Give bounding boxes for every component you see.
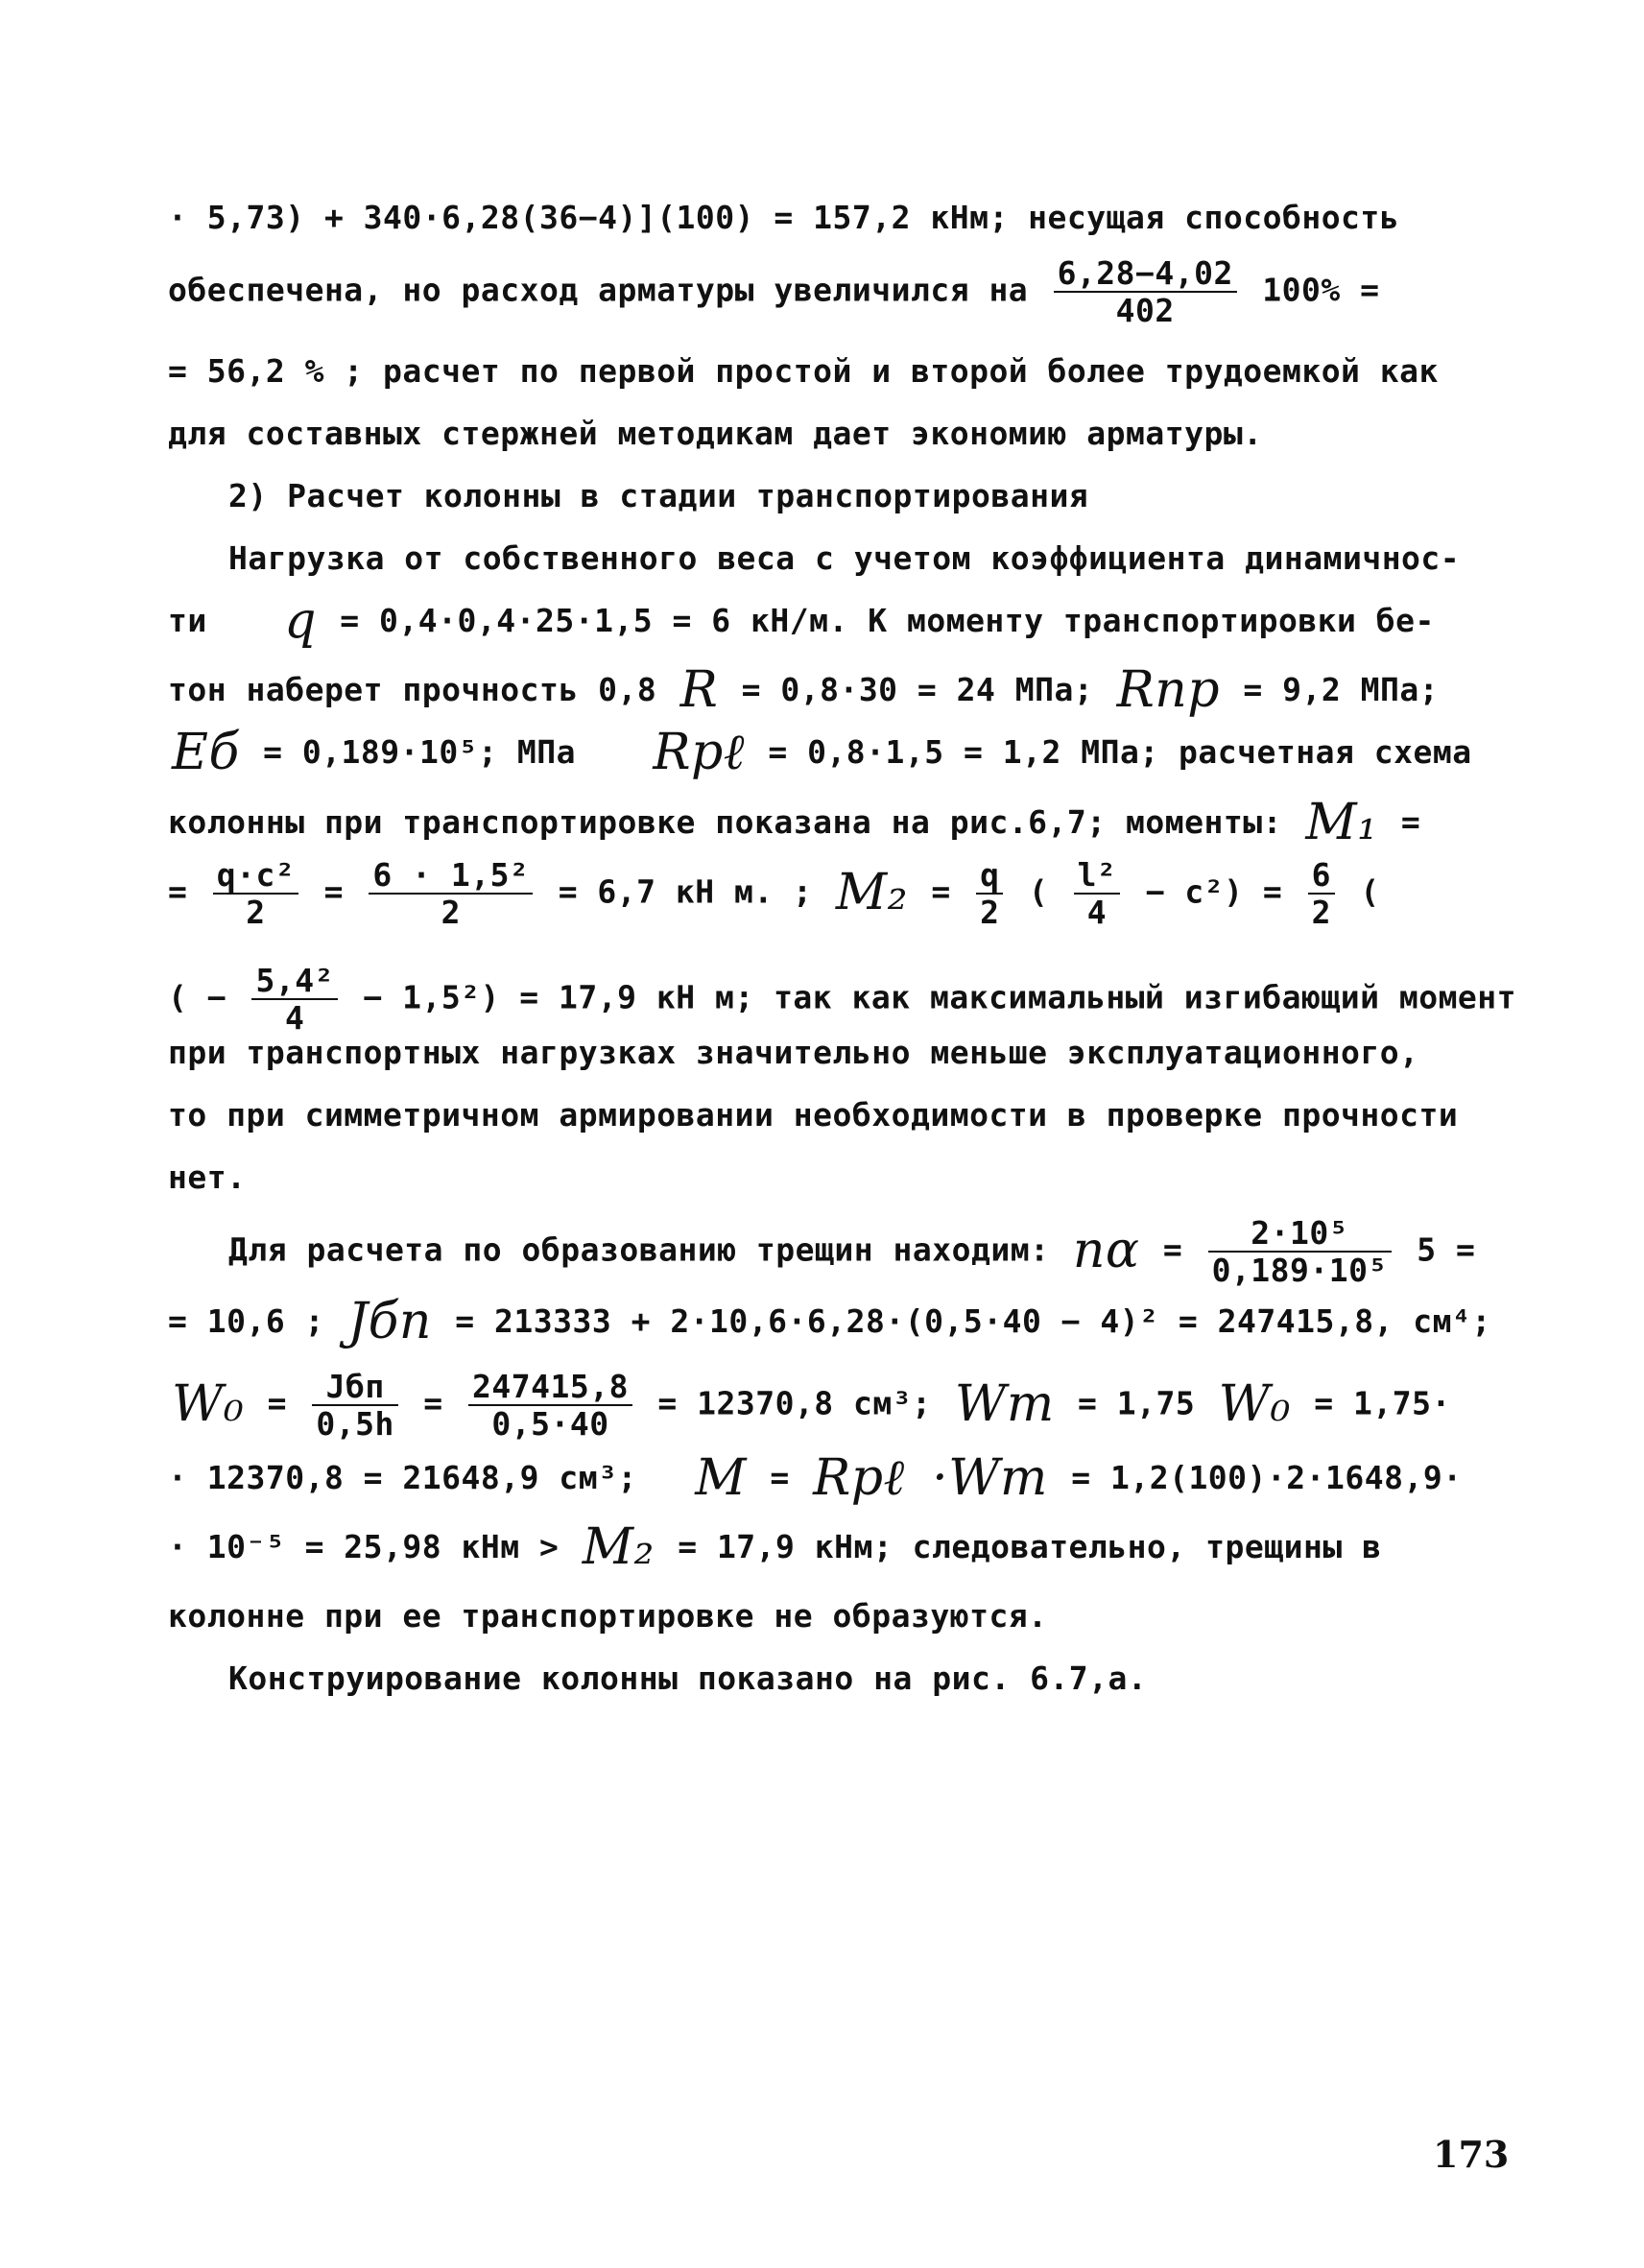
denominator: 0,5·40 — [491, 1405, 609, 1443]
text-line-21: колонне при ее транспортировке не образуются. — [168, 1597, 1048, 1635]
numerator: 6 · 1,5² — [369, 859, 533, 895]
text-line-6: Нагрузка от собственного веса с учетом коэффициента динамичнос- — [228, 539, 1461, 577]
denominator: 402 — [1115, 292, 1175, 329]
text: = 12370,8 см³; — [657, 1384, 932, 1422]
text: = 0,189·10⁵; МПа — [263, 733, 576, 771]
text-line-1: · 5,73) + 340·6,28(36−4)](100) = 157,2 кНм; несущая способность — [168, 199, 1400, 236]
text: = — [1400, 803, 1421, 841]
symbol-Rnp: Rпр — [1116, 661, 1221, 719]
text: · 12370,8 = 21648,9 см³; — [168, 1459, 637, 1496]
symbol-Jbp: Jбп — [347, 1293, 432, 1350]
denominator: 4 — [1086, 894, 1108, 931]
denominator: 0,5h — [316, 1405, 394, 1443]
page-number: 173 — [1433, 2133, 1510, 2176]
text: = — [423, 1384, 443, 1422]
text-line-10 — [168, 794, 1492, 851]
text-line-13: при транспортных нагрузках значительно меньше эксплуатационного, — [168, 1034, 1419, 1071]
text: = — [323, 872, 344, 911]
text: = 9,2 МПа; — [1243, 671, 1440, 708]
fraction-m2-b — [1074, 856, 1121, 931]
denominator: 2 — [1311, 894, 1332, 931]
numerator: 2·10⁵ — [1208, 1217, 1392, 1253]
text: = 0,8·1,5 = 1,2 МПа; расчетная схема — [768, 733, 1472, 771]
text-line-14: то при симметричном армировании необходимости в проверке прочности — [168, 1096, 1459, 1134]
numerator: q — [976, 859, 1003, 895]
text-line-3: = 56,2 % ; расчет по первой простой и второй более трудоемкой как — [168, 352, 1439, 390]
fraction-m2-a — [976, 856, 1003, 931]
text: = 6,7 кН м. ; — [558, 872, 813, 911]
numerator: 6 — [1308, 859, 1335, 895]
symbol-WT-2: ·Wт — [932, 1449, 1048, 1507]
text-line-15: нет. — [168, 1158, 247, 1196]
numerator: 6,28−4,02 — [1054, 257, 1237, 293]
fraction-m1-a — [213, 856, 298, 931]
denominator: 2 — [980, 894, 1000, 931]
text: колонны при транспортировке показана на рис.6,7; моменты: — [168, 803, 1282, 841]
text-line-16 — [228, 1214, 1553, 1289]
symbol-n: nα — [1072, 1221, 1140, 1279]
text: ( — [1360, 872, 1380, 911]
symbol-Eb: Eб — [172, 724, 240, 781]
text: = 17,9 кНм; следовательно, трещины в — [678, 1528, 1382, 1565]
symbol-Rpl-2: Rpℓ — [813, 1449, 905, 1507]
fraction-w-b — [468, 1368, 632, 1443]
fraction-percent — [1054, 254, 1237, 329]
symbol-M: M — [695, 1449, 747, 1507]
text: ( — [1028, 872, 1049, 911]
text: = — [931, 872, 951, 911]
text: = — [168, 872, 188, 911]
text: = 0,4·0,4·25·1,5 = 6 кН/м. К моменту транспортировки бе- — [340, 602, 1435, 639]
text: = 213333 + 2·10,6·6,28·(0,5·40 − 4)² = 247415,8, см⁴; — [455, 1302, 1491, 1340]
symbol-W0-2: W₀ — [1218, 1374, 1291, 1433]
text: обеспечена, но расход арматуры увеличился на — [168, 271, 1029, 309]
text: − 1,5²) = 17,9 кН м; так как максимальный изгибающий момент — [363, 978, 1517, 1016]
symbol-q: q — [284, 592, 317, 650]
symbol-M2: M₂ — [835, 863, 908, 921]
symbol-M1: M₁ — [1305, 794, 1378, 851]
text: − c²) = — [1145, 872, 1283, 911]
text: = 10,6 ; — [168, 1302, 324, 1340]
text-line-22: Конструирование колонны показано на рис. 6.7,а. — [228, 1659, 1148, 1697]
text-line-17 — [168, 1293, 1492, 1350]
text: = — [1162, 1230, 1183, 1269]
text-line-2 — [168, 254, 1492, 329]
numerator: q·c² — [213, 859, 298, 895]
text: 100% = — [1262, 271, 1380, 309]
text: ( − — [168, 978, 227, 1016]
denominator: 2 — [441, 894, 462, 931]
symbol-Rpl: Rpℓ — [653, 724, 745, 781]
text: Для расчета по образованию трещин находим: — [228, 1230, 1050, 1269]
text-line-18 — [168, 1368, 1492, 1443]
symbol-WT: Wт — [954, 1374, 1055, 1433]
fraction-n — [1208, 1214, 1392, 1289]
numerator: Jбп — [312, 1371, 397, 1406]
fraction-m2-c — [1308, 856, 1335, 931]
text: = 0,8·30 = 24 МПа; — [741, 671, 1094, 708]
text: = 1,75 — [1078, 1384, 1196, 1422]
text: 5 = — [1417, 1230, 1476, 1269]
text-line-9 — [168, 724, 1492, 781]
text: · 10⁻⁵ = 25,98 кНм > — [168, 1528, 560, 1565]
section-heading: 2) Расчет колонны в стадии транспортирования — [228, 477, 1089, 514]
text-line-7 — [168, 592, 1492, 650]
text-line-11 — [168, 856, 1492, 931]
text: = — [267, 1384, 288, 1422]
fraction-m1-b — [369, 856, 533, 931]
text: = — [770, 1459, 790, 1496]
symbol-W0: W₀ — [172, 1374, 245, 1433]
numerator: l² — [1074, 859, 1121, 895]
text-line-4: для составных стержней методикам дает экономию арматуры. — [168, 415, 1263, 452]
text-line-12 — [168, 962, 1517, 1037]
fraction-l — [251, 962, 337, 1037]
text: тон наберет прочность 0,8 — [168, 671, 657, 708]
text-line-20 — [168, 1518, 1492, 1576]
text-line-8 — [168, 661, 1492, 719]
fraction-w-a — [312, 1368, 397, 1443]
symbol-R: R — [679, 661, 719, 719]
text-line-19 — [168, 1449, 1492, 1507]
numerator: 5,4² — [251, 965, 337, 1000]
text: = 1,75· — [1314, 1384, 1451, 1422]
denominator: 2 — [246, 894, 266, 931]
text: = 1,2(100)·2·1648,9· — [1071, 1459, 1463, 1496]
denominator: 0,189·10⁵ — [1211, 1252, 1388, 1289]
symbol-M2-2: M₂ — [582, 1518, 655, 1576]
denominator: 4 — [285, 999, 305, 1037]
numerator: 247415,8 — [468, 1371, 632, 1406]
text: ти — [168, 602, 207, 639]
